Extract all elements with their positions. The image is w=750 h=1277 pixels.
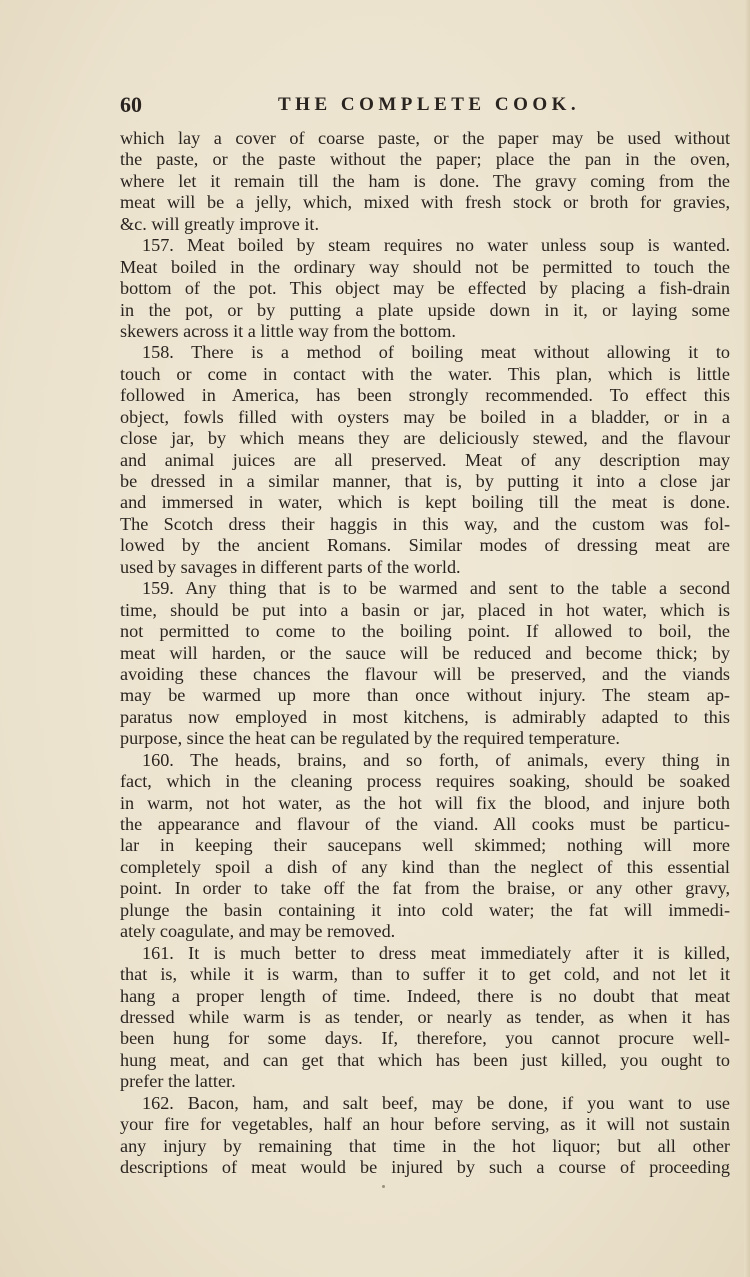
- text-line: meat will harden, or the sauce will be reduced and become thick; by: [120, 642, 730, 663]
- text-line: any injury by remaining that time in the hot liquor; but all other: [120, 1135, 730, 1156]
- text-line: in warm, not hot water, as the hot will fix the blood, and injure both: [120, 792, 730, 813]
- text-line: the paste, or the paste without the paper; place the pan in the oven,: [120, 149, 730, 170]
- text-line: purpose, since the heat can be regulated by the required temperature.: [120, 728, 620, 749]
- text-line: hang a proper length of time. Indeed, there is no doubt that meat: [120, 985, 730, 1006]
- body-text: [120, 128, 730, 1178]
- text-line: &c. will greatly improve it.: [120, 213, 320, 234]
- text-line: which lay a cover of coarse paste, or the paper may be used without: [120, 128, 730, 148]
- text-line: prefer the latter.: [120, 1071, 236, 1092]
- text-line: touch or come in contact with the water. This plan, which is little: [120, 363, 730, 384]
- print-speck: [382, 1185, 385, 1188]
- text-line: time, should be put into a basin or jar, placed in hot water, which is: [120, 599, 730, 620]
- text-line: Meat boiled in the ordinary way should not be permitted to touch the: [120, 256, 730, 277]
- text-line: bottom of the pot. This object may be effected by placing a fish-drain: [120, 278, 730, 299]
- text-line: 160. The heads, brains, and so forth, of animals, every thing in: [142, 749, 730, 770]
- text-line: close jar, by which means they are deliciously stewed, and the flavour: [120, 428, 730, 449]
- text-line: where let it remain till the ham is done. The gravy coming from the: [120, 170, 730, 191]
- text-line: 162. Bacon, ham, and salt beef, may be done, if you want to use: [142, 1092, 730, 1113]
- text-line: 161. It is much better to dress meat immediately after it is killed,: [142, 942, 730, 963]
- text-line: completely spoil a dish of any kind than the neglect of this essential: [120, 856, 730, 877]
- text-line: fact, which in the cleaning process requires soaking, should be soaked: [120, 771, 730, 792]
- text-line: meat will be a jelly, which, mixed with fresh stock or broth for gravies,: [120, 192, 730, 213]
- text-line: the appearance and flavour of the viand. All cooks must be particu-: [120, 814, 730, 834]
- text-line: skewers across it a little way from the bottom.: [120, 320, 456, 341]
- text-line: your fire for vegetables, half an hour before serving, as it will not sustain: [120, 1114, 730, 1135]
- page-header: [118, 92, 730, 120]
- text-line: ately coagulate, and may be removed.: [120, 921, 396, 942]
- text-line: that is, while it is warm, than to suffer it to get cold, and not let it: [120, 964, 730, 985]
- text-line: 159. Any thing that is to be warmed and sent to the table a second: [142, 578, 730, 599]
- text-line: The Scotch dress their haggis in this way, and the custom was fol-: [120, 513, 730, 534]
- text-line: hung meat, and can get that which has been just killed, you ought to: [120, 1049, 730, 1070]
- text-line: used by savages in different parts of the world.: [120, 556, 461, 577]
- text-line: lowed by the ancient Romans. Similar modes of dressing meat are: [120, 535, 730, 556]
- text-line: object, fowls filled with oysters may be boiled in a bladder, or in a: [120, 406, 730, 427]
- text-line: not permitted to come to the boiling point. If allowed to boil, the: [120, 621, 730, 642]
- text-line: descriptions of meat would be injured by such a course of proceeding: [120, 1157, 730, 1177]
- page-edge: [744, 0, 750, 1277]
- text-line: and animal juices are all preserved. Meat of any description may: [120, 449, 730, 470]
- text-line: avoiding these chances the flavour will be preserved, and the viands: [120, 663, 730, 684]
- text-line: 157. Meat boiled by steam requires no water unless soup is wanted.: [142, 235, 730, 256]
- text-line: may be warmed up more than once without injury. The steam ap-: [120, 685, 730, 706]
- text-line: been hung for some days. If, therefore, you cannot procure well-: [120, 1028, 730, 1049]
- running-title: THE COMPLETE COOK.: [278, 94, 581, 115]
- text-line: paratus now employed in most kitchens, is admirably adapted to this: [120, 706, 730, 727]
- page-number: 60: [120, 92, 142, 117]
- text-line: dressed while warm is as tender, or nearly as tender, as when it has: [120, 1006, 730, 1027]
- text-line: point. In order to take off the fat from the braise, or any other gravy,: [120, 878, 730, 899]
- text-line: plunge the basin containing it into cold water; the fat will immedi-: [120, 899, 730, 920]
- text-line: and immersed in water, which is kept boiling till the meat is done.: [120, 492, 730, 513]
- text-line: lar in keeping their saucepans well skimmed; nothing will more: [120, 835, 730, 856]
- text-line: be dressed in a similar manner, that is, by putting it into a close jar: [120, 471, 730, 491]
- text-line: 158. There is a method of boiling meat without allowing it to: [142, 342, 730, 363]
- text-line: followed in America, has been strongly recommended. To effect this: [120, 385, 730, 406]
- text-line: in the pot, or by putting a plate upside down in it, or laying some: [120, 299, 730, 320]
